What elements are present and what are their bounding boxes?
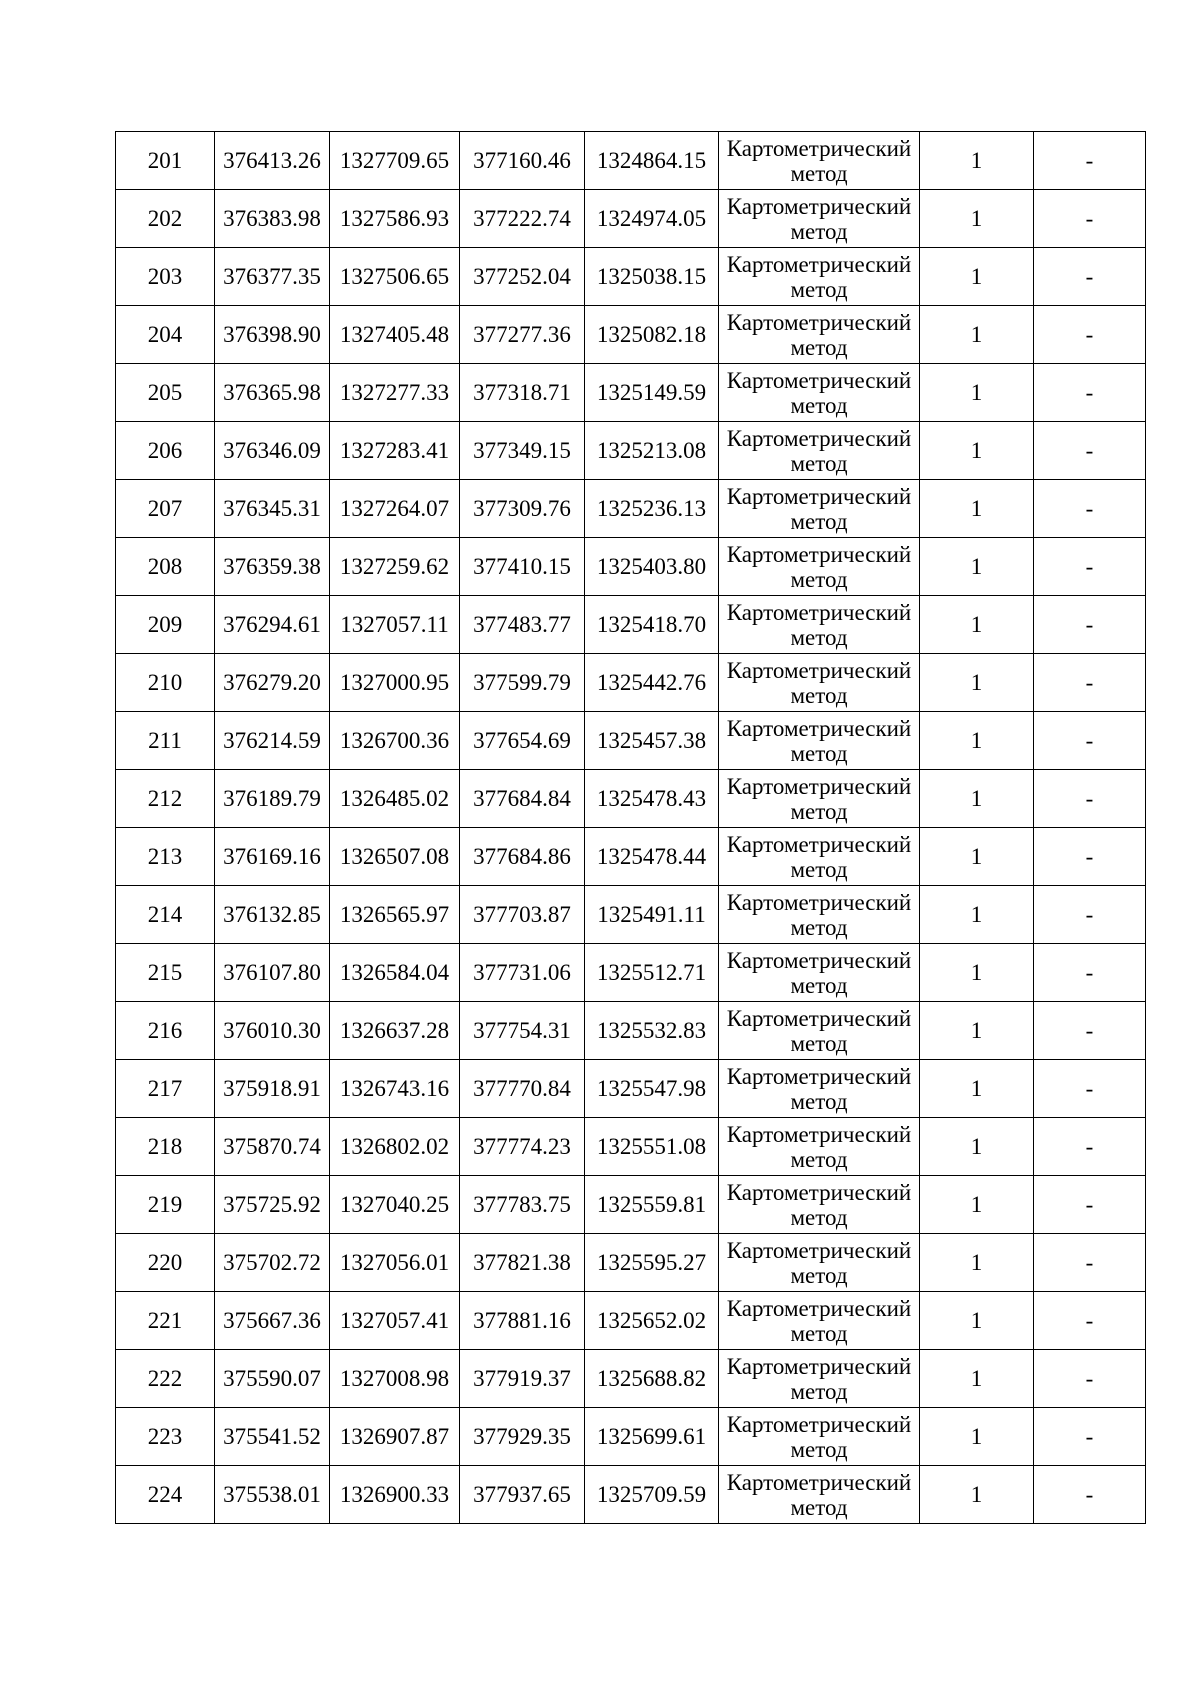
method-cell [719, 1292, 920, 1350]
table-row [116, 364, 1146, 422]
method-line-1: Картометрический [726, 947, 912, 973]
accuracy-cell: 1 [920, 944, 1034, 1002]
x-coordinate-cell: 376107.80 [215, 944, 330, 1002]
method-line-2: метод [790, 334, 848, 360]
y-coordinate-cell: 1326507.08 [330, 828, 460, 886]
x-coordinate-cell: 375870.74 [215, 1118, 330, 1176]
y-coordinate-cell: 1326802.02 [330, 1118, 460, 1176]
method-line-2: метод [790, 160, 848, 186]
method-cell [719, 1002, 920, 1060]
method-cell [719, 1060, 920, 1118]
method-line-1: Картометрический [726, 1237, 912, 1263]
x2-coordinate-cell: 377684.84 [460, 770, 585, 828]
x-coordinate-cell: 375538.01 [215, 1466, 330, 1524]
method-line-2: метод [790, 392, 848, 418]
point-number-cell: 203 [116, 248, 215, 306]
note-cell: - [1034, 770, 1146, 828]
table-row [116, 306, 1146, 364]
y-coordinate-cell: 1327506.65 [330, 248, 460, 306]
accuracy-cell: 1 [920, 306, 1034, 364]
note-cell: - [1034, 654, 1146, 712]
table-row [116, 654, 1146, 712]
y-coordinate-cell: 1327259.62 [330, 538, 460, 596]
y-coordinate-cell: 1327709.65 [330, 132, 460, 190]
x-coordinate-cell: 376346.09 [215, 422, 330, 480]
method-line-1: Картометрический [726, 1469, 912, 1495]
x-coordinate-cell: 376383.98 [215, 190, 330, 248]
y2-coordinate-cell: 1325688.82 [585, 1350, 719, 1408]
x2-coordinate-cell: 377483.77 [460, 596, 585, 654]
x-coordinate-cell: 376132.85 [215, 886, 330, 944]
accuracy-cell: 1 [920, 248, 1034, 306]
table-row [116, 1408, 1146, 1466]
method-line-1: Картометрический [726, 1411, 912, 1437]
point-number-cell: 211 [116, 712, 215, 770]
point-number-cell: 216 [116, 1002, 215, 1060]
method-line-2: метод [790, 798, 848, 824]
point-number-cell: 220 [116, 1234, 215, 1292]
x2-coordinate-cell: 377881.16 [460, 1292, 585, 1350]
accuracy-cell: 1 [920, 654, 1034, 712]
method-cell [719, 828, 920, 886]
accuracy-cell: 1 [920, 712, 1034, 770]
table-row [116, 1118, 1146, 1176]
point-number-cell: 218 [116, 1118, 215, 1176]
x-coordinate-cell: 376010.30 [215, 1002, 330, 1060]
note-cell: - [1034, 1176, 1146, 1234]
point-number-cell: 201 [116, 132, 215, 190]
x-coordinate-cell: 376189.79 [215, 770, 330, 828]
method-cell [719, 770, 920, 828]
x2-coordinate-cell: 377222.74 [460, 190, 585, 248]
y2-coordinate-cell: 1325699.61 [585, 1408, 719, 1466]
y2-coordinate-cell: 1325149.59 [585, 364, 719, 422]
accuracy-cell: 1 [920, 1176, 1034, 1234]
table-row [116, 596, 1146, 654]
x-coordinate-cell: 375702.72 [215, 1234, 330, 1292]
method-line-2: метод [790, 682, 848, 708]
y-coordinate-cell: 1327008.98 [330, 1350, 460, 1408]
accuracy-cell: 1 [920, 1234, 1034, 1292]
accuracy-cell: 1 [920, 132, 1034, 190]
y-coordinate-cell: 1327056.01 [330, 1234, 460, 1292]
method-line-2: метод [790, 1262, 848, 1288]
y2-coordinate-cell: 1325038.15 [585, 248, 719, 306]
note-cell: - [1034, 248, 1146, 306]
method-line-2: метод [790, 450, 848, 476]
method-cell [719, 1350, 920, 1408]
method-line-2: метод [790, 218, 848, 244]
accuracy-cell: 1 [920, 1292, 1034, 1350]
y-coordinate-cell: 1326900.33 [330, 1466, 460, 1524]
x2-coordinate-cell: 377770.84 [460, 1060, 585, 1118]
point-number-cell: 223 [116, 1408, 215, 1466]
note-cell: - [1034, 538, 1146, 596]
y-coordinate-cell: 1327586.93 [330, 190, 460, 248]
point-number-cell: 213 [116, 828, 215, 886]
method-line-1: Картометрический [726, 193, 912, 219]
x2-coordinate-cell: 377318.71 [460, 364, 585, 422]
point-number-cell: 210 [116, 654, 215, 712]
note-cell: - [1034, 1060, 1146, 1118]
y2-coordinate-cell: 1325652.02 [585, 1292, 719, 1350]
y2-coordinate-cell: 1325532.83 [585, 1002, 719, 1060]
method-line-2: метод [790, 276, 848, 302]
accuracy-cell: 1 [920, 1060, 1034, 1118]
method-line-2: метод [790, 566, 848, 592]
method-line-2: метод [790, 624, 848, 650]
y-coordinate-cell: 1326637.28 [330, 1002, 460, 1060]
accuracy-cell: 1 [920, 538, 1034, 596]
y2-coordinate-cell: 1325478.43 [585, 770, 719, 828]
x-coordinate-cell: 375667.36 [215, 1292, 330, 1350]
table-row [116, 248, 1146, 306]
note-cell: - [1034, 712, 1146, 770]
method-line-1: Картометрический [726, 1295, 912, 1321]
x-coordinate-cell: 376365.98 [215, 364, 330, 422]
method-line-1: Картометрический [726, 541, 912, 567]
table-row [116, 1002, 1146, 1060]
y2-coordinate-cell: 1325709.59 [585, 1466, 719, 1524]
point-number-cell: 214 [116, 886, 215, 944]
accuracy-cell: 1 [920, 364, 1034, 422]
x-coordinate-cell: 375918.91 [215, 1060, 330, 1118]
table-row [116, 1234, 1146, 1292]
method-line-1: Картометрический [726, 831, 912, 857]
method-line-2: метод [790, 914, 848, 940]
note-cell: - [1034, 1408, 1146, 1466]
method-cell [719, 654, 920, 712]
method-line-1: Картометрический [726, 1353, 912, 1379]
note-cell: - [1034, 1118, 1146, 1176]
accuracy-cell: 1 [920, 480, 1034, 538]
method-line-1: Картометрический [726, 135, 912, 161]
x-coordinate-cell: 376413.26 [215, 132, 330, 190]
accuracy-cell: 1 [920, 1002, 1034, 1060]
table-row [116, 886, 1146, 944]
point-number-cell: 208 [116, 538, 215, 596]
method-line-1: Картометрический [726, 367, 912, 393]
method-cell [719, 1118, 920, 1176]
x2-coordinate-cell: 377309.76 [460, 480, 585, 538]
y-coordinate-cell: 1327277.33 [330, 364, 460, 422]
method-cell [719, 306, 920, 364]
method-line-1: Картометрический [726, 425, 912, 451]
point-number-cell: 205 [116, 364, 215, 422]
note-cell: - [1034, 1002, 1146, 1060]
table-row [116, 1060, 1146, 1118]
method-cell [719, 1408, 920, 1466]
note-cell: - [1034, 828, 1146, 886]
method-cell [719, 132, 920, 190]
x2-coordinate-cell: 377703.87 [460, 886, 585, 944]
point-number-cell: 202 [116, 190, 215, 248]
note-cell: - [1034, 1234, 1146, 1292]
method-line-2: метод [790, 1494, 848, 1520]
note-cell: - [1034, 944, 1146, 1002]
method-line-1: Картометрический [726, 309, 912, 335]
table-row [116, 538, 1146, 596]
x2-coordinate-cell: 377252.04 [460, 248, 585, 306]
y2-coordinate-cell: 1325236.13 [585, 480, 719, 538]
accuracy-cell: 1 [920, 828, 1034, 886]
method-line-2: метод [790, 856, 848, 882]
table-row [116, 190, 1146, 248]
accuracy-cell: 1 [920, 1350, 1034, 1408]
method-line-1: Картометрический [726, 251, 912, 277]
table-row [116, 132, 1146, 190]
y2-coordinate-cell: 1325213.08 [585, 422, 719, 480]
y-coordinate-cell: 1327283.41 [330, 422, 460, 480]
table-row [116, 422, 1146, 480]
x2-coordinate-cell: 377349.15 [460, 422, 585, 480]
note-cell: - [1034, 1466, 1146, 1524]
x2-coordinate-cell: 377774.23 [460, 1118, 585, 1176]
method-cell [719, 1466, 920, 1524]
x2-coordinate-cell: 377821.38 [460, 1234, 585, 1292]
x2-coordinate-cell: 377754.31 [460, 1002, 585, 1060]
x-coordinate-cell: 376279.20 [215, 654, 330, 712]
y2-coordinate-cell: 1325418.70 [585, 596, 719, 654]
table-row [116, 480, 1146, 538]
y-coordinate-cell: 1327057.11 [330, 596, 460, 654]
table-row [116, 770, 1146, 828]
accuracy-cell: 1 [920, 1118, 1034, 1176]
method-line-1: Картометрический [726, 773, 912, 799]
table-row [116, 828, 1146, 886]
y2-coordinate-cell: 1325457.38 [585, 712, 719, 770]
accuracy-cell: 1 [920, 770, 1034, 828]
x-coordinate-cell: 375590.07 [215, 1350, 330, 1408]
note-cell: - [1034, 306, 1146, 364]
x2-coordinate-cell: 377783.75 [460, 1176, 585, 1234]
point-number-cell: 206 [116, 422, 215, 480]
table-row [116, 1176, 1146, 1234]
method-line-1: Картометрический [726, 1179, 912, 1205]
accuracy-cell: 1 [920, 596, 1034, 654]
note-cell: - [1034, 364, 1146, 422]
point-number-cell: 207 [116, 480, 215, 538]
y-coordinate-cell: 1326584.04 [330, 944, 460, 1002]
x2-coordinate-cell: 377277.36 [460, 306, 585, 364]
method-cell [719, 248, 920, 306]
accuracy-cell: 1 [920, 190, 1034, 248]
x-coordinate-cell: 376345.31 [215, 480, 330, 538]
method-line-2: метод [790, 1146, 848, 1172]
method-cell [719, 364, 920, 422]
note-cell: - [1034, 1292, 1146, 1350]
method-cell [719, 480, 920, 538]
method-cell [719, 1234, 920, 1292]
method-line-1: Картометрический [726, 1005, 912, 1031]
y2-coordinate-cell: 1324864.15 [585, 132, 719, 190]
y2-coordinate-cell: 1325559.81 [585, 1176, 719, 1234]
x-coordinate-cell: 376359.38 [215, 538, 330, 596]
method-line-1: Картометрический [726, 1121, 912, 1147]
method-line-2: метод [790, 508, 848, 534]
y-coordinate-cell: 1327405.48 [330, 306, 460, 364]
x2-coordinate-cell: 377654.69 [460, 712, 585, 770]
point-number-cell: 221 [116, 1292, 215, 1350]
method-line-1: Картометрический [726, 1063, 912, 1089]
x-coordinate-cell: 376377.35 [215, 248, 330, 306]
y2-coordinate-cell: 1325595.27 [585, 1234, 719, 1292]
method-line-1: Картометрический [726, 483, 912, 509]
y-coordinate-cell: 1326907.87 [330, 1408, 460, 1466]
x2-coordinate-cell: 377731.06 [460, 944, 585, 1002]
y2-coordinate-cell: 1325478.44 [585, 828, 719, 886]
point-number-cell: 219 [116, 1176, 215, 1234]
method-cell [719, 596, 920, 654]
point-number-cell: 204 [116, 306, 215, 364]
accuracy-cell: 1 [920, 886, 1034, 944]
note-cell: - [1034, 886, 1146, 944]
method-cell [719, 944, 920, 1002]
method-line-2: метод [790, 1030, 848, 1056]
x-coordinate-cell: 375541.52 [215, 1408, 330, 1466]
y-coordinate-cell: 1327000.95 [330, 654, 460, 712]
table-row [116, 944, 1146, 1002]
method-line-2: метод [790, 972, 848, 998]
method-line-2: метод [790, 1088, 848, 1114]
method-line-1: Картометрический [726, 657, 912, 683]
y-coordinate-cell: 1327264.07 [330, 480, 460, 538]
x2-coordinate-cell: 377919.37 [460, 1350, 585, 1408]
point-number-cell: 212 [116, 770, 215, 828]
point-number-cell: 217 [116, 1060, 215, 1118]
y-coordinate-cell: 1327057.41 [330, 1292, 460, 1350]
x-coordinate-cell: 375725.92 [215, 1176, 330, 1234]
x2-coordinate-cell: 377410.15 [460, 538, 585, 596]
method-cell [719, 886, 920, 944]
y-coordinate-cell: 1327040.25 [330, 1176, 460, 1234]
x-coordinate-cell: 376398.90 [215, 306, 330, 364]
note-cell: - [1034, 132, 1146, 190]
y2-coordinate-cell: 1325491.11 [585, 886, 719, 944]
accuracy-cell: 1 [920, 422, 1034, 480]
point-number-cell: 224 [116, 1466, 215, 1524]
y2-coordinate-cell: 1325551.08 [585, 1118, 719, 1176]
point-number-cell: 222 [116, 1350, 215, 1408]
x2-coordinate-cell: 377929.35 [460, 1408, 585, 1466]
method-cell [719, 190, 920, 248]
x2-coordinate-cell: 377599.79 [460, 654, 585, 712]
note-cell: - [1034, 1350, 1146, 1408]
coordinates-table [115, 131, 1146, 1524]
table-row [116, 1350, 1146, 1408]
x2-coordinate-cell: 377160.46 [460, 132, 585, 190]
x2-coordinate-cell: 377684.86 [460, 828, 585, 886]
x2-coordinate-cell: 377937.65 [460, 1466, 585, 1524]
y-coordinate-cell: 1326700.36 [330, 712, 460, 770]
note-cell: - [1034, 596, 1146, 654]
y2-coordinate-cell: 1325442.76 [585, 654, 719, 712]
y2-coordinate-cell: 1325082.18 [585, 306, 719, 364]
note-cell: - [1034, 190, 1146, 248]
table-body [116, 132, 1146, 1524]
note-cell: - [1034, 480, 1146, 538]
method-cell [719, 712, 920, 770]
x-coordinate-cell: 376214.59 [215, 712, 330, 770]
table-row [116, 712, 1146, 770]
table-row [116, 1466, 1146, 1524]
y2-coordinate-cell: 1324974.05 [585, 190, 719, 248]
method-line-2: метод [790, 1436, 848, 1462]
accuracy-cell: 1 [920, 1466, 1034, 1524]
method-line-1: Картометрический [726, 889, 912, 915]
method-cell [719, 1176, 920, 1234]
x-coordinate-cell: 376169.16 [215, 828, 330, 886]
method-line-2: метод [790, 1204, 848, 1230]
y2-coordinate-cell: 1325512.71 [585, 944, 719, 1002]
method-line-1: Картометрический [726, 599, 912, 625]
method-cell [719, 422, 920, 480]
y2-coordinate-cell: 1325403.80 [585, 538, 719, 596]
accuracy-cell: 1 [920, 1408, 1034, 1466]
method-line-2: метод [790, 1320, 848, 1346]
point-number-cell: 209 [116, 596, 215, 654]
y2-coordinate-cell: 1325547.98 [585, 1060, 719, 1118]
point-number-cell: 215 [116, 944, 215, 1002]
note-cell: - [1034, 422, 1146, 480]
x-coordinate-cell: 376294.61 [215, 596, 330, 654]
method-line-1: Картометрический [726, 715, 912, 741]
table-row [116, 1292, 1146, 1350]
y-coordinate-cell: 1326485.02 [330, 770, 460, 828]
method-line-2: метод [790, 740, 848, 766]
method-cell [719, 538, 920, 596]
y-coordinate-cell: 1326743.16 [330, 1060, 460, 1118]
method-line-2: метод [790, 1378, 848, 1404]
y-coordinate-cell: 1326565.97 [330, 886, 460, 944]
